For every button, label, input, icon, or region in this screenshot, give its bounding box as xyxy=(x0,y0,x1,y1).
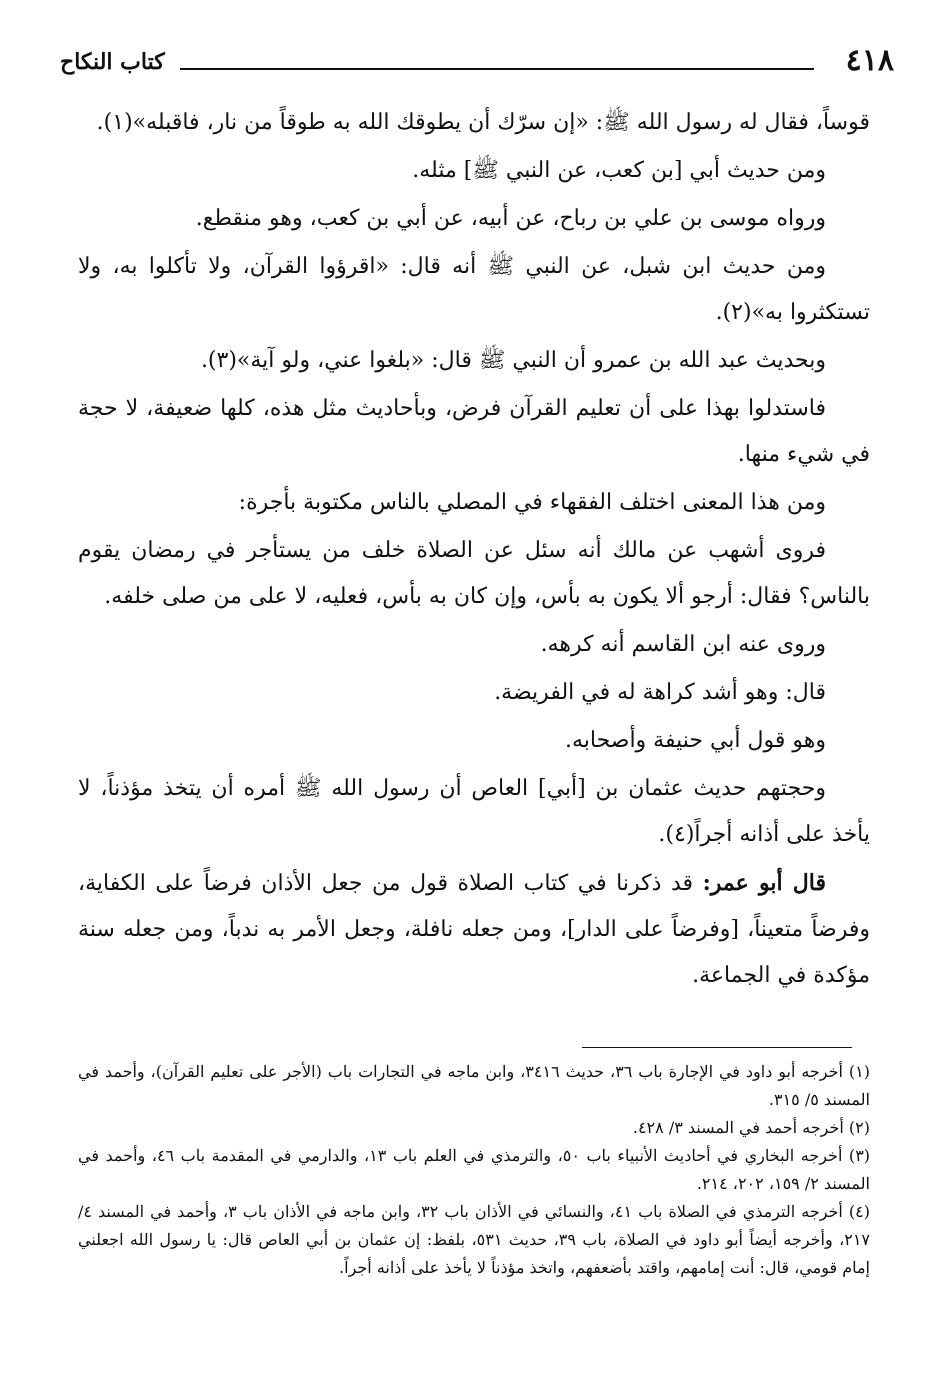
main-text xyxy=(78,100,870,1001)
paragraph: فروى أشهب عن مالك أنه سئل عن الصلاة خلف من يستأجر في رمضان يقوم بالناس؟ فقال: أرجو ألا يكون به بأس، وإن كان به بأس، فعليه، لا على من صلى خلفه. xyxy=(78,538,870,609)
paragraph: وروى عنه ابن القاسم أنه كرهه. xyxy=(540,632,826,657)
paragraph: ومن حديث أبي [بن كعب، عن النبي ﷺ] مثله. xyxy=(412,158,826,183)
footnote: (٢) أخرجه أحمد في المسند ٣/ ٤٢٨. xyxy=(632,1118,870,1137)
paragraph: فاستدلوا بهذا على أن تعليم القرآن فرض، وبأحاديث مثل هذه، كلها ضعيفة، لا حجة في شيء منها. xyxy=(78,396,870,467)
paragraph: ورواه موسى بن علي بن رباح، عن أبيه، عن أبي بن كعب، وهو منقطع. xyxy=(195,206,826,231)
paragraph: قوساً، فقال له رسول الله ﷺ: «إن سرّك أن يطوقك الله به طوقاً من نار، فاقبله»(١). xyxy=(96,110,870,135)
speaker-label: قال أبو عمر: xyxy=(702,870,827,896)
book-title: كتاب النكاح xyxy=(60,49,165,75)
footnote-separator xyxy=(582,1047,852,1048)
paragraph-text: قد ذكرنا في كتاب الصلاة قول من جعل الأذان فرضاً على الكفاية، وفرضاً متعيناً، [وفرضاً على الدار]، ومن جعله نافلة، وجعل الأمر به ندباً، ومن جعله سنة مؤكدة في الجماعة. xyxy=(78,871,870,988)
paragraph: ومن هذا المعنى اختلف الفقهاء في المصلي بالناس مكتوبة بأجرة: xyxy=(238,490,826,515)
footnote: (٣) أخرجه البخاري في أحاديث الأنبياء باب ٥٠، والترمذي في العلم باب ١٣، والدارمي في المقدمة باب ٤٦، وأحمد في المسند ٢/ ١٥٩، ٢٠٢، ٢١٤. xyxy=(78,1146,871,1193)
paragraph: وبحديث عبد الله بن عمرو أن النبي ﷺ قال: «بلغوا عني، ولو آية»(٣). xyxy=(200,348,826,373)
paragraph xyxy=(78,860,870,999)
page-header xyxy=(60,44,894,84)
paragraph: وحجتهم حديث عثمان بن [أبي] العاص أن رسول الله ﷺ أمره أن يتخذ مؤذناً، لا يأخذ على أذانه أجراً(٤). xyxy=(78,776,870,847)
footnotes xyxy=(78,1058,870,1282)
paragraph: ومن حديث ابن شبل، عن النبي ﷺ أنه قال: «اقرؤوا القرآن، ولا تأكلوا به، ولا تستكثروا به»(٢). xyxy=(78,254,870,325)
page-number: ٤١٨ xyxy=(845,43,894,78)
footnote: (١) أخرجه أبو داود في الإجارة باب ٣٦، حديث ٣٤١٦، وابن ماجه في التجارات باب (الأجر على تعليم القرآن)، وأحمد في المسند ٥/ ٣١٥. xyxy=(78,1062,870,1109)
header-rule xyxy=(180,68,814,70)
paragraph: قال: وهو أشد كراهة له في الفريضة. xyxy=(494,680,826,705)
footnote: (٤) أخرجه الترمذي في الصلاة باب ٤١، والنسائي في الأذان باب ٣٢، وابن ماجه في الأذان باب ٣، وأحمد في المسند ٤/ ٢١٧، وأخرجه أيضاً أبو داود في الصلاة، باب ٣٩، حديث ٥٣١، بلفظ: إن عثمان بن أبي العاص قال: يا رسول الله اجعلني إمام قومي، قال: أنت إمامهم، واقتد بأضعفهم، واتخذ مؤذناً لا يأخذ على أذانه أجراً. xyxy=(78,1202,871,1277)
paragraph: وهو قول أبي حنيفة وأصحابه. xyxy=(564,728,826,753)
